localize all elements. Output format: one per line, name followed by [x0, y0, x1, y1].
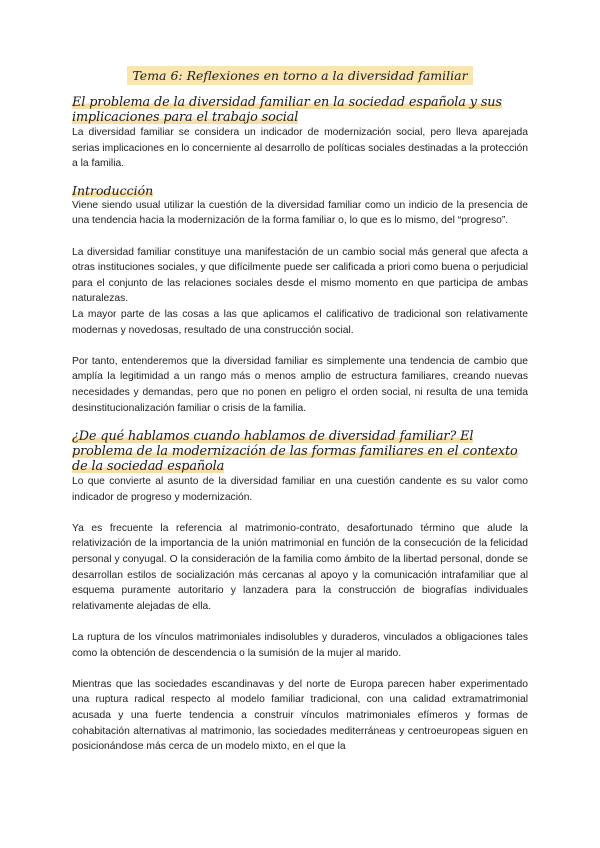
subheading-introduccion [72, 184, 528, 198]
section-spacer [72, 416, 528, 429]
paragraph: Por tanto, entenderemos que la diversidad familiar es simplemente una tendencia de cambio que amplía la legitimidad a un rango más o menos amplio de estructura familiares, creando nuevas necesidades y demandas, pero que no ponen en peligro el orden social, ni resulta de una temida desinstitucionalización familiar o crisis de la familia. [72, 355, 528, 414]
document-title: Tema 6: Reflexiones en torno a la diversidad familiar [127, 66, 472, 85]
paragraph-spacer [72, 338, 528, 354]
paragraph-spacer [72, 505, 528, 521]
section-heading-what-we-talk-about [72, 429, 528, 474]
paragraph: Ya es frecuente la referencia al matrimonio-contrato, desafortunado término que alude la relativización de la importancia de la unión matrimonial en función de la consecución de la felicidad personal y conyugal. O la consideración de la familia como ámbito de la libertad personal, donde se desarrollan estilos de socialización más cercanas al apoyo y la comunicación intrafamiliar que al esquema puramente autoritario y lanzadera para la construcción de biografías individuales relativamente alejadas de ella. [72, 522, 528, 612]
paragraph: Viene siendo usual utilizar la cuestión de la diversidad familiar como un indicio de la presencia de una tendencia hacia la modernización de la forma familiar o, lo que es lo mismo, del “progreso”. [72, 199, 528, 227]
paragraph: La mayor parte de las cosas a las que aplicamos el calificativo de tradicional son relativamente modernas y novedosas, resultado de una construcción social. [72, 308, 528, 336]
section-heading-text: ¿De qué hablamos cuando hablamos de diversidad familiar? El problema de la modernización de las formas familiares en el contexto de la sociedad española [72, 429, 518, 475]
section-heading-text: El problema de la diversidad familiar en la sociedad española y sus implicaciones para el trabajo social [72, 95, 502, 125]
title-wrapper [72, 66, 528, 85]
paragraph-spacer [72, 229, 528, 245]
paragraph: La diversidad familiar se considera un indicador de modernización social, pero lleva aparejada serias implicaciones en lo concerniente al desarrollo de políticas sociales destinadas a la protección a la familia. [72, 127, 528, 170]
paragraph-spacer [72, 661, 528, 677]
paragraph: Mientras que las sociedades escandinavas y del norte de Europa parecen haber experimentado una ruptura radical respecto al modelo familiar tradicional, con una calidad extramatrimonial acusada y una fuerte tendencia a construir vínculos matrimoniales efímeros y formas de cohabitación alternativas al matrimonio, las sociedades mediterráneas y centroeuropeas siguen en posicionándose más cerca de un modelo mixto, en el que la [72, 678, 528, 753]
paragraph: La ruptura de los vínculos matrimoniales indisolubles y duraderos, vinculados a obligaciones tales como la obtención de descendencia o la sumisión de la mujer al marido. [72, 632, 528, 659]
paragraph-spacer [72, 614, 528, 630]
section-heading-diversity-problem [72, 95, 528, 125]
subheading-text: Introducción [72, 182, 154, 198]
paragraph: La diversidad familiar constituye una manifestación de un cambio social más general que afecta a otras instituciones sociales, y que difícilmente puede ser calificada a priori como buena o perjudicial para el conjunto de las relaciones sociales desde el mismo momento en que participa de ambas naturalezas. [72, 246, 528, 305]
paragraph: Lo que convierte al asunto de la diversidad familiar en una cuestión candente es su valor como indicador de progreso y modernización. [72, 476, 528, 503]
